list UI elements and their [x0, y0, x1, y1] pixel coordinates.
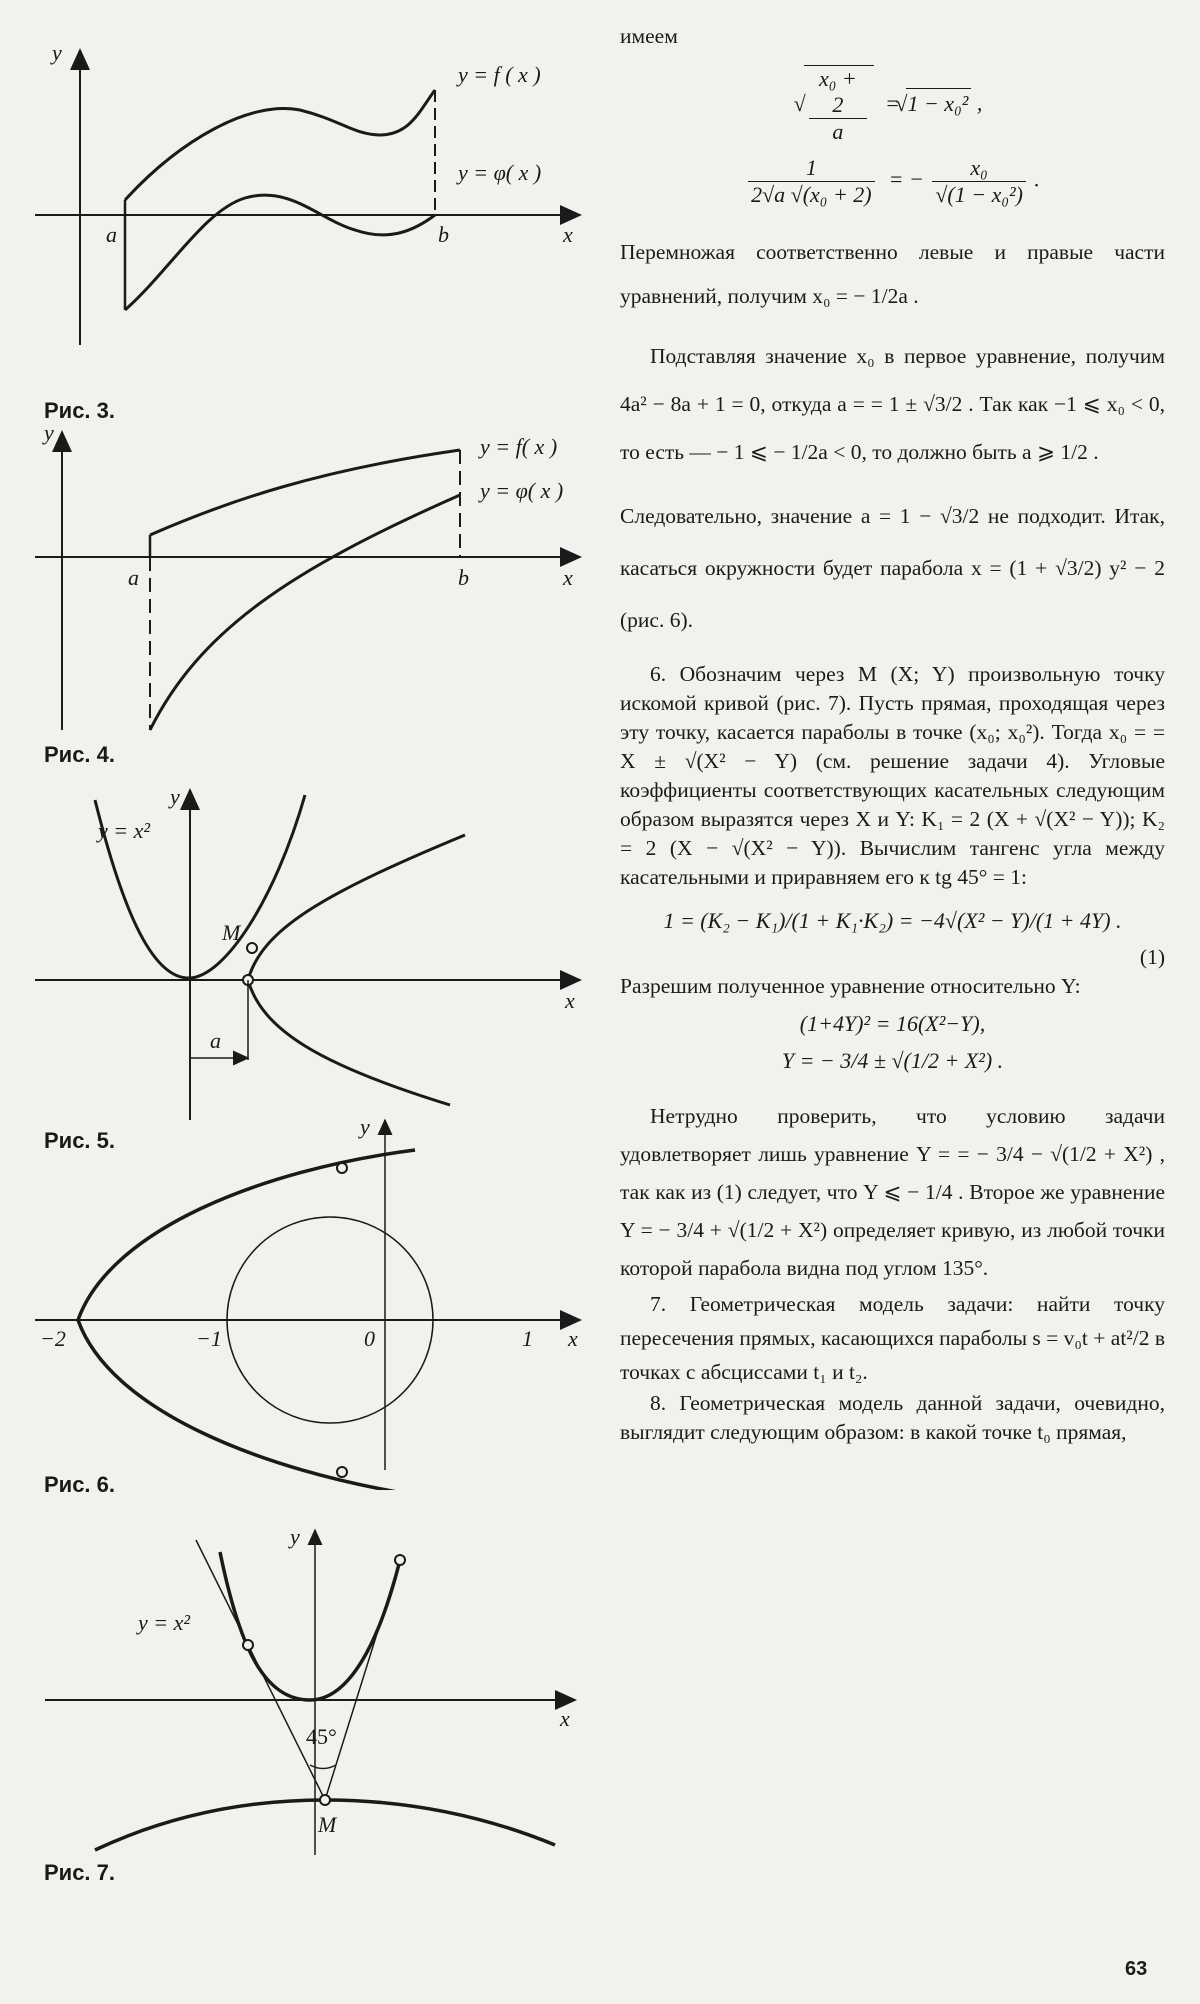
figure-3-plot	[0, 20, 600, 400]
tangent-point-right	[395, 1555, 405, 1565]
curve-f	[125, 90, 435, 200]
tick-minus-2: −2	[40, 1326, 66, 1351]
system-row-2: $\frac{1}{\text{2√a √(x₀ + 2)}}$ = − $\frac{\text{x₀}}{\text{√(1 − x₀²)}}$ .	[620, 155, 1165, 208]
figure-6-caption: Рис. 6.	[44, 1472, 116, 1497]
paragraph-2: Подставляя значение x₀ в первое уравнение, получим 4a² − 8a + 1 = 0, откуда a = = 1 ± √3/2 . Так как −1 ⩽ x₀ < 0, то есть — − 1 ⩽ − 1/2a < 0, то должно быть a ⩾ 1/2 .	[620, 344, 1165, 464]
y-axis-label: y	[170, 784, 180, 809]
label-f: y = f( x )	[480, 434, 558, 459]
figure-6-plot	[0, 1110, 600, 1490]
y-axis-label: y	[360, 1114, 370, 1139]
tangent-point-upper	[337, 1163, 347, 1173]
y-axis-label: y	[52, 40, 62, 65]
figure-5-caption: Рис. 5.	[44, 1128, 116, 1153]
sys2-rhs-den: √(1 − x₀²)	[935, 182, 1023, 207]
tangent-point-lower	[337, 1467, 347, 1477]
tick-a: a	[128, 565, 139, 590]
paragraph-6: Нетрудно проверить, что условию задачи удовлетворяет лишь уравнение Y = = − 3/4 − √(1/2 + X²) , так как из (1) следует, что Y ⩽ − 1/4 . Второе же уравнение Y = − 3/4 + √(1/2 + X²) определяет кривую, из любой точки которой парабола видна под углом 135°.	[620, 1104, 1165, 1280]
system-row-1: √ $\frac{\text{x₀ + 2}}{a}$ = √ 1 − x₀² ,	[620, 65, 1165, 145]
y-axis-label: y	[290, 1524, 300, 1549]
page-number: 63	[1125, 1958, 1148, 1980]
label-a: a	[210, 1028, 221, 1053]
point-M	[247, 943, 257, 953]
label-M: M	[318, 1812, 337, 1837]
paragraph-1: Перемножая соответственно левые и правые части уравнений, получим x₀ = − 1/2a .	[620, 240, 1165, 308]
sys1-rhs: √ 1 − x₀²	[906, 88, 971, 118]
text-imeem: имеем	[620, 24, 678, 48]
equation-2: (1+4Y)² = 16(X²−Y),	[799, 1011, 986, 1036]
equation-3: Y = − 3/4 ± √(1/2 + X²) .	[781, 1048, 1004, 1073]
x-axis-label: x	[568, 1326, 578, 1351]
sys2-lhs-den: 2√a √(x₀ + 2)	[751, 182, 872, 207]
label-f: y = f ( x )	[458, 62, 541, 87]
sys2-rhs-num: x₀	[932, 155, 1026, 182]
figure-4-plot	[0, 420, 600, 760]
equation-1-number: (1)	[1139, 945, 1165, 969]
figure-4-caption: Рис. 4.	[44, 742, 116, 767]
tick-b: b	[438, 222, 449, 247]
sys1-lhs-den: a	[832, 119, 844, 144]
tick-1: 1	[522, 1326, 533, 1351]
curve-phi	[150, 495, 460, 730]
label-parabola: y = x²	[138, 1610, 190, 1635]
tick-a: a	[106, 222, 117, 247]
curve-upper-branch	[248, 835, 465, 980]
equation-system	[620, 65, 1165, 208]
figure-7-caption: Рис. 7.	[44, 1860, 116, 1885]
label-phi: y = φ( x )	[480, 478, 564, 503]
paragraph-3: Следовательно, значение a = 1 − √3/2 не подходит. Итак, касаться окружности будет парабола x = (1 + √3/2) y² − 2 (рис. 6).	[620, 504, 1165, 632]
label-angle: 45°	[306, 1724, 337, 1749]
y-axis-label: y	[44, 420, 54, 445]
figure-5	[0, 780, 600, 1160]
tangent-right	[325, 1560, 400, 1800]
point-M	[320, 1795, 330, 1805]
sys2-lhs-num: 1	[748, 155, 875, 182]
parabola	[220, 1552, 400, 1700]
x-axis-label: x	[565, 988, 575, 1013]
figure-3-caption: Рис. 3.	[44, 398, 116, 423]
paragraph-8: 8. Геометрическая модель данной задачи, очевидно, выглядит следующим образом: в какой точке t₀ прямая,	[620, 1391, 1165, 1444]
label-M: M	[222, 920, 241, 945]
equation-1: 1 = (K₂ − K₁)/(1 + K₁·K₂) = −4√(X² − Y)/(1 + 4Y) .	[663, 908, 1122, 933]
tick-b: b	[458, 565, 469, 590]
figure-7-plot	[0, 1510, 600, 1870]
curve-f	[150, 450, 460, 535]
curve-lower-branch	[248, 980, 450, 1105]
label-parabola: y = x²	[98, 818, 150, 843]
text-column	[620, 22, 1165, 1447]
figure-7	[0, 1510, 600, 1890]
sys1-lhs-num: √ x₀ + 2	[809, 66, 867, 119]
figure-4	[0, 420, 600, 780]
tick-minus-1: −1	[196, 1326, 222, 1351]
figure-6	[0, 1110, 600, 1510]
paragraph-7: 7. Геометрическая модель задачи: найти точку пересечения прямых, касающихся параболы s = v₀t + at²/2 в точках с абсциссами t₁ и t₂.	[620, 1292, 1165, 1384]
curve-phi	[125, 195, 435, 310]
x-axis-label: x	[560, 1706, 570, 1731]
x-axis-label: x	[563, 222, 573, 247]
figure-3	[0, 20, 600, 423]
x-axis-label: x	[563, 565, 573, 590]
figure-5-plot	[0, 780, 600, 1140]
tangent-point-left	[243, 1640, 253, 1650]
paragraph-5: Разрешим полученное уравнение относительно Y:	[620, 974, 1081, 998]
tangent-left	[196, 1540, 325, 1800]
paragraph-4: 6. Обозначим через M (X; Y) произвольную точку искомой кривой (рис. 7). Пусть прямая, проходящая через эту точку, касается параболы в точке (x₀; x₀²). Тогда x₀ = = X ± √(X² − Y) (см. решение задачи 4). Угловые коэффициенты соответствующих касательных следующим образом выразятся через X и Y: K₁ = 2 (X + √(X² − Y)); K₂ = 2 (X − √(X² − Y)). Вычислим тангенс угла между касательными и приравняем его к tg 45° = 1:	[620, 662, 1165, 889]
tick-0: 0	[364, 1326, 375, 1351]
label-phi: y = φ( x )	[458, 160, 542, 185]
angle-arc	[310, 1765, 336, 1769]
